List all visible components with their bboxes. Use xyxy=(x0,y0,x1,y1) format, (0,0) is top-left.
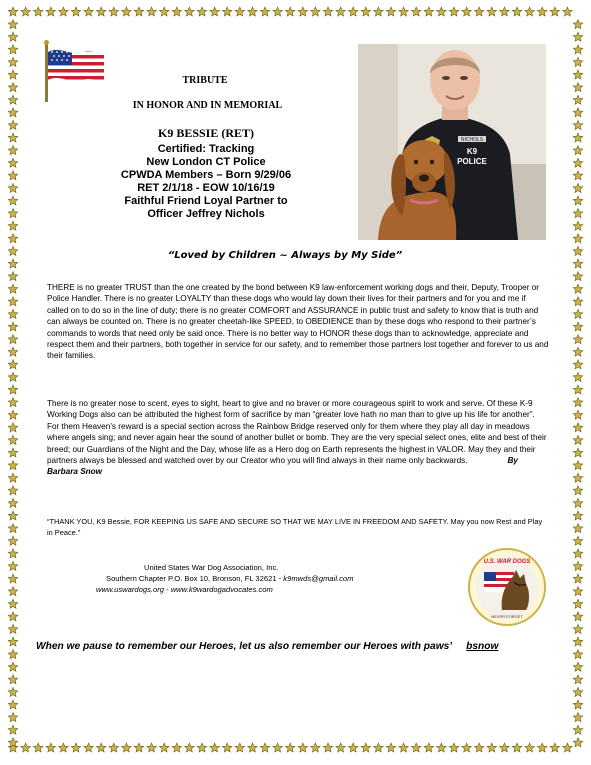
body-paragraph-1: THERE is no greater TRUST than the one created by the bond between K9 law-enforcement working dogs and their, Deputy, Trooper or Police Handler. There is no greater LOYALTY than these dogs who would lay down their lives for their partners and for you and me if called on to do so in the line of duty; there is no greater COMFORT and ASSURANCE in public trust and safety to know that is truth and can always be counted on. There is no greater cheetah-like SPEED, to OBEDIENCE than by these dogs who respond to their partner’s commands to words that need only be said once. There is no better way to HONOR these dogs than to acknowledge, appreciate and respect them and their partners, both together in service for our safety, and to remember those partners lost together and forever to us and their families. xyxy=(47,283,549,361)
border-star-icon xyxy=(8,498,18,507)
border-star-icon xyxy=(8,133,18,142)
border-star-icon xyxy=(147,7,157,16)
border-star-icon xyxy=(8,700,18,709)
motto-quote: “Loved by Children ~ Always by My Side” xyxy=(167,250,403,261)
border-star-icon xyxy=(8,221,18,230)
border-star-icon xyxy=(33,7,43,16)
border-star-icon xyxy=(563,7,573,16)
border-star-icon xyxy=(550,7,560,16)
border-star-icon xyxy=(8,410,18,419)
border-star-icon xyxy=(573,297,583,306)
border-star-icon xyxy=(8,448,18,457)
border-star-icon xyxy=(248,743,258,752)
border-star-icon xyxy=(285,7,295,16)
logo-top-text: U.S. WAR DOGS xyxy=(483,559,531,565)
border-star-icon xyxy=(21,743,31,752)
border-star-icon xyxy=(8,461,18,470)
border-star-icon xyxy=(437,743,447,752)
border-star-icon xyxy=(134,7,144,16)
border-star-icon xyxy=(573,599,583,608)
border-star-icon xyxy=(474,7,484,16)
border-star-icon xyxy=(8,108,18,117)
border-star-icon xyxy=(573,322,583,331)
border-star-icon xyxy=(8,57,18,66)
border-star-icon xyxy=(59,743,69,752)
border-star-icon xyxy=(573,587,583,596)
border-star-icon xyxy=(185,743,195,752)
border-star-icon xyxy=(8,511,18,520)
border-star-icon xyxy=(573,57,583,66)
border-star-icon xyxy=(8,70,18,79)
association-websites[interactable]: www.uswardogs.org - www.k9wardogadvocates.com xyxy=(96,585,273,594)
border-star-icon xyxy=(512,7,522,16)
border-star-icon xyxy=(8,259,18,268)
border-star-icon xyxy=(84,743,94,752)
border-star-icon xyxy=(573,675,583,684)
border-star-icon xyxy=(573,20,583,29)
border-star-icon xyxy=(537,743,547,752)
border-star-icon xyxy=(573,146,583,155)
border-star-icon xyxy=(8,624,18,633)
border-star-icon xyxy=(248,7,258,16)
border-star-icon xyxy=(573,221,583,230)
border-star-icon xyxy=(298,743,308,752)
border-star-icon xyxy=(573,120,583,129)
border-star-icon xyxy=(235,7,245,16)
border-star-icon xyxy=(8,738,18,747)
border-star-icon xyxy=(298,7,308,16)
footer-signature: bsnow xyxy=(466,641,499,652)
border-star-icon xyxy=(8,675,18,684)
border-star-icon xyxy=(573,108,583,117)
border-star-icon xyxy=(573,95,583,104)
border-star-icon xyxy=(550,743,560,752)
border-star-icon xyxy=(573,45,583,54)
border-star-icon xyxy=(336,743,346,752)
border-star-icon xyxy=(424,743,434,752)
tribute-subtitle: IN HONOR AND IN MEMORIAL xyxy=(132,100,283,111)
border-star-icon xyxy=(474,743,484,752)
border-star-icon xyxy=(573,158,583,167)
border-star-icon xyxy=(573,385,583,394)
border-star-icon xyxy=(46,743,56,752)
border-star-icon xyxy=(525,7,535,16)
border-star-icon xyxy=(8,574,18,583)
us-war-dogs-logo xyxy=(468,548,546,626)
border-star-icon xyxy=(399,7,409,16)
border-star-icon xyxy=(8,435,18,444)
border-star-icon xyxy=(348,743,358,752)
border-star-icon xyxy=(487,743,497,752)
border-star-icon xyxy=(573,272,583,281)
border-star-icon xyxy=(462,7,472,16)
border-star-icon xyxy=(573,612,583,621)
border-star-icon xyxy=(109,743,119,752)
author-byline: By Barbara Snow xyxy=(47,456,518,477)
border-star-icon xyxy=(8,234,18,243)
border-star-icon xyxy=(8,486,18,495)
border-star-icon xyxy=(573,549,583,558)
border-star-icon xyxy=(8,83,18,92)
border-star-icon xyxy=(235,743,245,752)
border-star-icon xyxy=(122,7,132,16)
border-star-icon xyxy=(273,743,283,752)
border-star-icon xyxy=(573,83,583,92)
border-star-icon xyxy=(8,309,18,318)
border-star-icon xyxy=(462,743,472,752)
border-star-icon xyxy=(8,536,18,545)
border-star-icon xyxy=(8,297,18,306)
border-star-icon xyxy=(573,561,583,570)
border-star-icon xyxy=(8,146,18,155)
dog-retirement-eow: RET 2/1/18 - EOW 10/16/19 xyxy=(137,182,275,194)
border-star-icon xyxy=(260,7,270,16)
border-star-icon xyxy=(8,637,18,646)
border-star-icon xyxy=(96,743,106,752)
border-star-icon xyxy=(361,743,371,752)
border-star-icon xyxy=(573,32,583,41)
border-star-icon xyxy=(210,7,220,16)
border-star-icon xyxy=(500,743,510,752)
border-star-icon xyxy=(96,7,106,16)
border-star-icon xyxy=(573,284,583,293)
association-address xyxy=(96,573,416,584)
border-star-icon xyxy=(537,7,547,16)
dog-membership-birth: CPWDA Members – Born 9/29/06 xyxy=(120,169,292,181)
border-star-icon xyxy=(361,7,371,16)
association-address-text: Southern Chapter P.O. Box 10, Bronson, FL 32621 - xyxy=(106,574,284,583)
border-star-icon xyxy=(573,624,583,633)
border-star-icon xyxy=(8,45,18,54)
border-star-icon xyxy=(59,7,69,16)
border-star-icon xyxy=(573,473,583,482)
border-star-icon xyxy=(323,743,333,752)
border-star-icon xyxy=(374,743,384,752)
border-star-icon xyxy=(8,120,18,129)
border-star-icon xyxy=(8,360,18,369)
dog-partner-line: Faithful Friend Loyal Partner to xyxy=(124,195,288,207)
border-star-icon xyxy=(573,423,583,432)
border-star-icon xyxy=(8,196,18,205)
border-star-icon xyxy=(8,20,18,29)
border-star-icon xyxy=(8,335,18,344)
border-star-icon xyxy=(411,743,421,752)
border-star-icon xyxy=(8,32,18,41)
footer-text: When we pause to remember our Heroes, let us also remember our Heroes with paws’ xyxy=(36,641,453,652)
border-star-icon xyxy=(573,133,583,142)
body-paragraph-2 xyxy=(47,398,549,478)
border-star-icon xyxy=(159,7,169,16)
vest-k9-text: K9 xyxy=(466,147,478,156)
border-star-icon xyxy=(573,70,583,79)
vest-police-text: POLICE xyxy=(457,157,487,166)
border-star-icon xyxy=(8,372,18,381)
border-star-icon xyxy=(8,662,18,671)
border-star-icon xyxy=(573,486,583,495)
border-star-icon xyxy=(573,713,583,722)
border-star-icon xyxy=(563,743,573,752)
border-star-icon xyxy=(573,234,583,243)
border-star-icon xyxy=(573,209,583,218)
border-star-icon xyxy=(573,183,583,192)
border-star-icon xyxy=(573,461,583,470)
border-star-icon xyxy=(573,687,583,696)
border-star-icon xyxy=(573,309,583,318)
border-star-icon xyxy=(573,398,583,407)
border-star-icon xyxy=(210,743,220,752)
border-star-icon xyxy=(8,687,18,696)
border-star-icon xyxy=(437,7,447,16)
dog-partner-name: Officer Jeffrey Nichols xyxy=(147,208,265,220)
border-star-icon xyxy=(21,7,31,16)
border-star-icon xyxy=(8,473,18,482)
dog-department: New London CT Police xyxy=(146,156,266,168)
border-star-icon xyxy=(500,7,510,16)
border-star-icon xyxy=(573,536,583,545)
border-star-icon xyxy=(573,448,583,457)
body-paragraph-2-text: There is no greater nose to scent, eyes to sight, heart to give and no braver or more courageous spirit to work and serve. Of these K-9 Working Dogs also can be attributed the highest form of sacrifice by man “greater love hath no man than to give up his life for another”. For them Heaven’s reward is a special section across the Rainbow Bridge reserved only for them where they play all day in meadows where angels sing; and never again hear the sound of another bullet or bomb. They are the very special select ones, elite and best of their breed; our Guardians of the Night and the Day, whose life as a Hero dog on Earth represents the highest in VALOR. May they and their partners always be blessed and watched over by our Creator who you will find always in their name only backwards. xyxy=(47,399,547,466)
border-star-icon xyxy=(323,7,333,16)
border-star-icon xyxy=(8,398,18,407)
border-star-icon xyxy=(273,7,283,16)
border-star-icon xyxy=(573,335,583,344)
border-star-icon xyxy=(8,524,18,533)
border-star-icon xyxy=(449,7,459,16)
border-star-icon xyxy=(311,7,321,16)
dog-certification: Certified: Tracking xyxy=(157,143,255,155)
border-star-icon xyxy=(573,574,583,583)
border-star-icon xyxy=(487,7,497,16)
border-star-icon xyxy=(374,7,384,16)
association-name: United States War Dog Association, Inc. xyxy=(144,563,279,572)
dog-details xyxy=(106,143,306,221)
border-star-icon xyxy=(147,743,157,752)
border-star-icon xyxy=(8,743,18,752)
border-star-icon xyxy=(122,743,132,752)
border-star-icon xyxy=(8,725,18,734)
border-star-icon xyxy=(449,743,459,752)
border-star-icon xyxy=(8,158,18,167)
border-star-icon xyxy=(84,7,94,16)
thank-you-note: “THANK YOU, K9 Bessie, FOR KEEPING US SAFE AND SECURE SO THAT WE MAY LIVE IN FREEDOM AND SAFETY. May you now Rest and Play in Peace.” xyxy=(47,517,543,537)
dog-name: K9 BESSIE (RET) xyxy=(157,126,255,140)
association-email[interactable]: k9mwds@gmail.com xyxy=(283,574,354,583)
border-star-icon xyxy=(8,347,18,356)
officer-and-dog-photo xyxy=(358,44,546,240)
association-info xyxy=(96,562,416,595)
logo-bottom-text: NEVER FORGET xyxy=(491,614,523,619)
border-star-icon xyxy=(134,743,144,752)
border-star-icon xyxy=(222,743,232,752)
border-star-icon xyxy=(573,360,583,369)
border-star-icon xyxy=(311,743,321,752)
border-star-icon xyxy=(8,322,18,331)
border-star-icon xyxy=(8,587,18,596)
border-star-icon xyxy=(573,738,583,747)
border-star-icon xyxy=(525,743,535,752)
border-star-icon xyxy=(512,743,522,752)
border-star-icon xyxy=(386,743,396,752)
border-star-icon xyxy=(8,423,18,432)
border-star-icon xyxy=(573,372,583,381)
border-star-icon xyxy=(573,725,583,734)
footer-remembrance xyxy=(36,641,556,652)
border-star-icon xyxy=(573,650,583,659)
border-star-icon xyxy=(573,524,583,533)
border-star-icon xyxy=(222,7,232,16)
border-star-icon xyxy=(8,385,18,394)
border-star-icon xyxy=(573,700,583,709)
border-star-icon xyxy=(8,95,18,104)
border-star-icon xyxy=(71,7,81,16)
border-star-icon xyxy=(109,7,119,16)
border-star-icon xyxy=(8,612,18,621)
border-star-icon xyxy=(8,209,18,218)
border-star-icon xyxy=(159,743,169,752)
border-star-icon xyxy=(197,743,207,752)
american-flag-icon xyxy=(40,40,106,102)
border-star-icon xyxy=(573,171,583,180)
border-star-icon xyxy=(573,435,583,444)
border-star-icon xyxy=(8,171,18,180)
border-star-icon xyxy=(8,246,18,255)
border-star-icon xyxy=(573,637,583,646)
border-star-icon xyxy=(8,284,18,293)
border-star-icon xyxy=(8,549,18,558)
border-star-icon xyxy=(285,743,295,752)
border-star-icon xyxy=(8,561,18,570)
border-star-icon xyxy=(8,7,18,16)
border-star-icon xyxy=(8,650,18,659)
border-star-icon xyxy=(348,7,358,16)
border-star-icon xyxy=(573,410,583,419)
border-star-icon xyxy=(197,7,207,16)
border-star-icon xyxy=(399,743,409,752)
border-star-icon xyxy=(71,743,81,752)
border-star-icon xyxy=(8,272,18,281)
border-star-icon xyxy=(573,347,583,356)
border-star-icon xyxy=(172,7,182,16)
border-star-icon xyxy=(411,7,421,16)
border-star-icon xyxy=(573,246,583,255)
border-star-icon xyxy=(8,183,18,192)
border-star-icon xyxy=(386,7,396,16)
border-star-icon xyxy=(573,196,583,205)
vest-nameplate: NICHOLS xyxy=(460,137,484,143)
border-star-icon xyxy=(260,743,270,752)
border-star-icon xyxy=(424,7,434,16)
tribute-title: TRIBUTE xyxy=(182,75,228,86)
border-star-icon xyxy=(8,599,18,608)
border-star-icon xyxy=(185,7,195,16)
border-star-icon xyxy=(172,743,182,752)
border-star-icon xyxy=(8,713,18,722)
border-star-icon xyxy=(573,498,583,507)
border-star-icon xyxy=(336,7,346,16)
border-star-icon xyxy=(46,7,56,16)
border-star-icon xyxy=(573,511,583,520)
border-star-icon xyxy=(573,259,583,268)
border-star-icon xyxy=(573,662,583,671)
border-star-icon xyxy=(33,743,43,752)
